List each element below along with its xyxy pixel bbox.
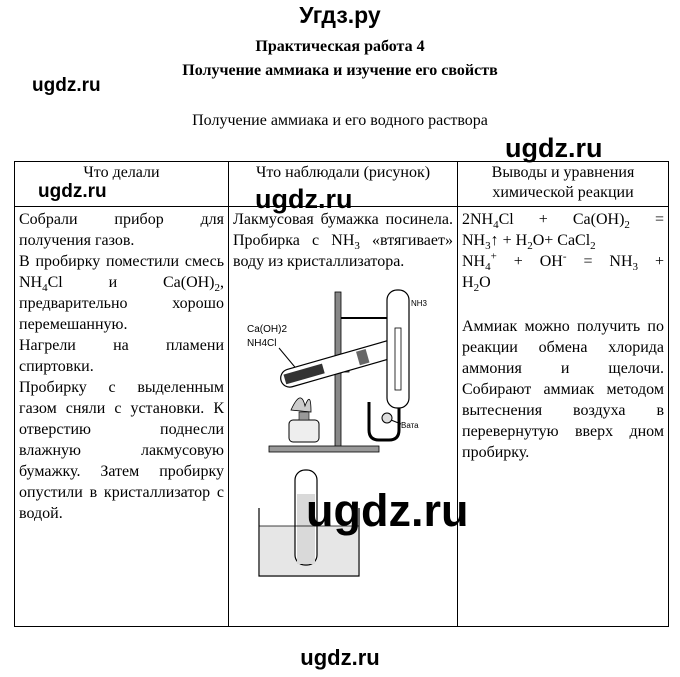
page-subtitle: Получение аммиака и изучение его свойств [182,62,498,79]
flame [291,398,311,412]
header-observed: Что наблюдали (рисунок) [229,162,458,207]
conclusion-text: Аммиак можно получить по реакции обмена хлорида аммония и щелочи. Собирают аммиак методом вытеснения воздуха в перевернутую вверх дном пробирку. [462,318,664,461]
label-vata: Вата [401,421,419,430]
section-title: Получение аммиака и его водного раствора [192,112,488,129]
equation-1: $2NH_4Cl + Ca(OH)_2$ = [462,211,664,232]
step-heating: Нагрели на пламени спиртовки. [19,337,224,375]
label-nh3: NH3 [411,299,428,308]
label-nh4cl: NH4Cl [247,338,277,349]
spirit-lamp [289,420,319,442]
equation-1-cont: $NH_3↑ + H_2O+$ CaCl$_2$ [462,232,596,253]
site-footer[interactable]: ugdz.ru [300,645,380,670]
step-assembly: Собрали прибор для получения газов. [19,211,224,249]
watermark: ugdz.ru [306,485,469,536]
watermark: ugdz.ru [255,184,353,214]
cell-what-done [15,207,229,627]
results-table [14,161,669,627]
label-caoh2: Ca(OH)2 [247,324,288,335]
header-conclusions: Выводы и уравнения химической реакции [458,162,669,207]
step-litmus: Пробирку с выделенным газом сняли с установки. К отверстию поднесли влажную лакмусовую бумажку. Затем пробирку опустили в кристаллизатор с водой. [19,379,224,522]
table-row [15,207,669,627]
equation-2: $NH_4^+ + OH^- = NH_3$ + [462,250,664,274]
watermark: ugdz.ru [505,133,603,163]
site-title[interactable]: Угдз.ру [299,2,381,28]
apparatus-figure [239,280,444,585]
cotton-wool [382,413,392,423]
equation-2-cont: $H_2O$ [462,274,491,295]
step-mixture: В пробирку поместили смесь $NH_4Cl$ и $Ca(OH)_2$, предварительно хорошо перемешанную. [19,253,224,333]
cell-observed [229,207,458,627]
watermark: ugdz.ru [32,75,101,96]
watermark: ugdz.ru [38,181,107,202]
header-what-done: Что делали [15,162,229,207]
cell-conclusions [458,207,669,627]
page-title: Практическая работа 4 [255,38,425,55]
stand-base [269,446,379,452]
observation-text: Лакмусовая бумажка посинела. Пробирка с $NH_3$ «втягивает» воду из кристаллизатора. [233,211,453,270]
